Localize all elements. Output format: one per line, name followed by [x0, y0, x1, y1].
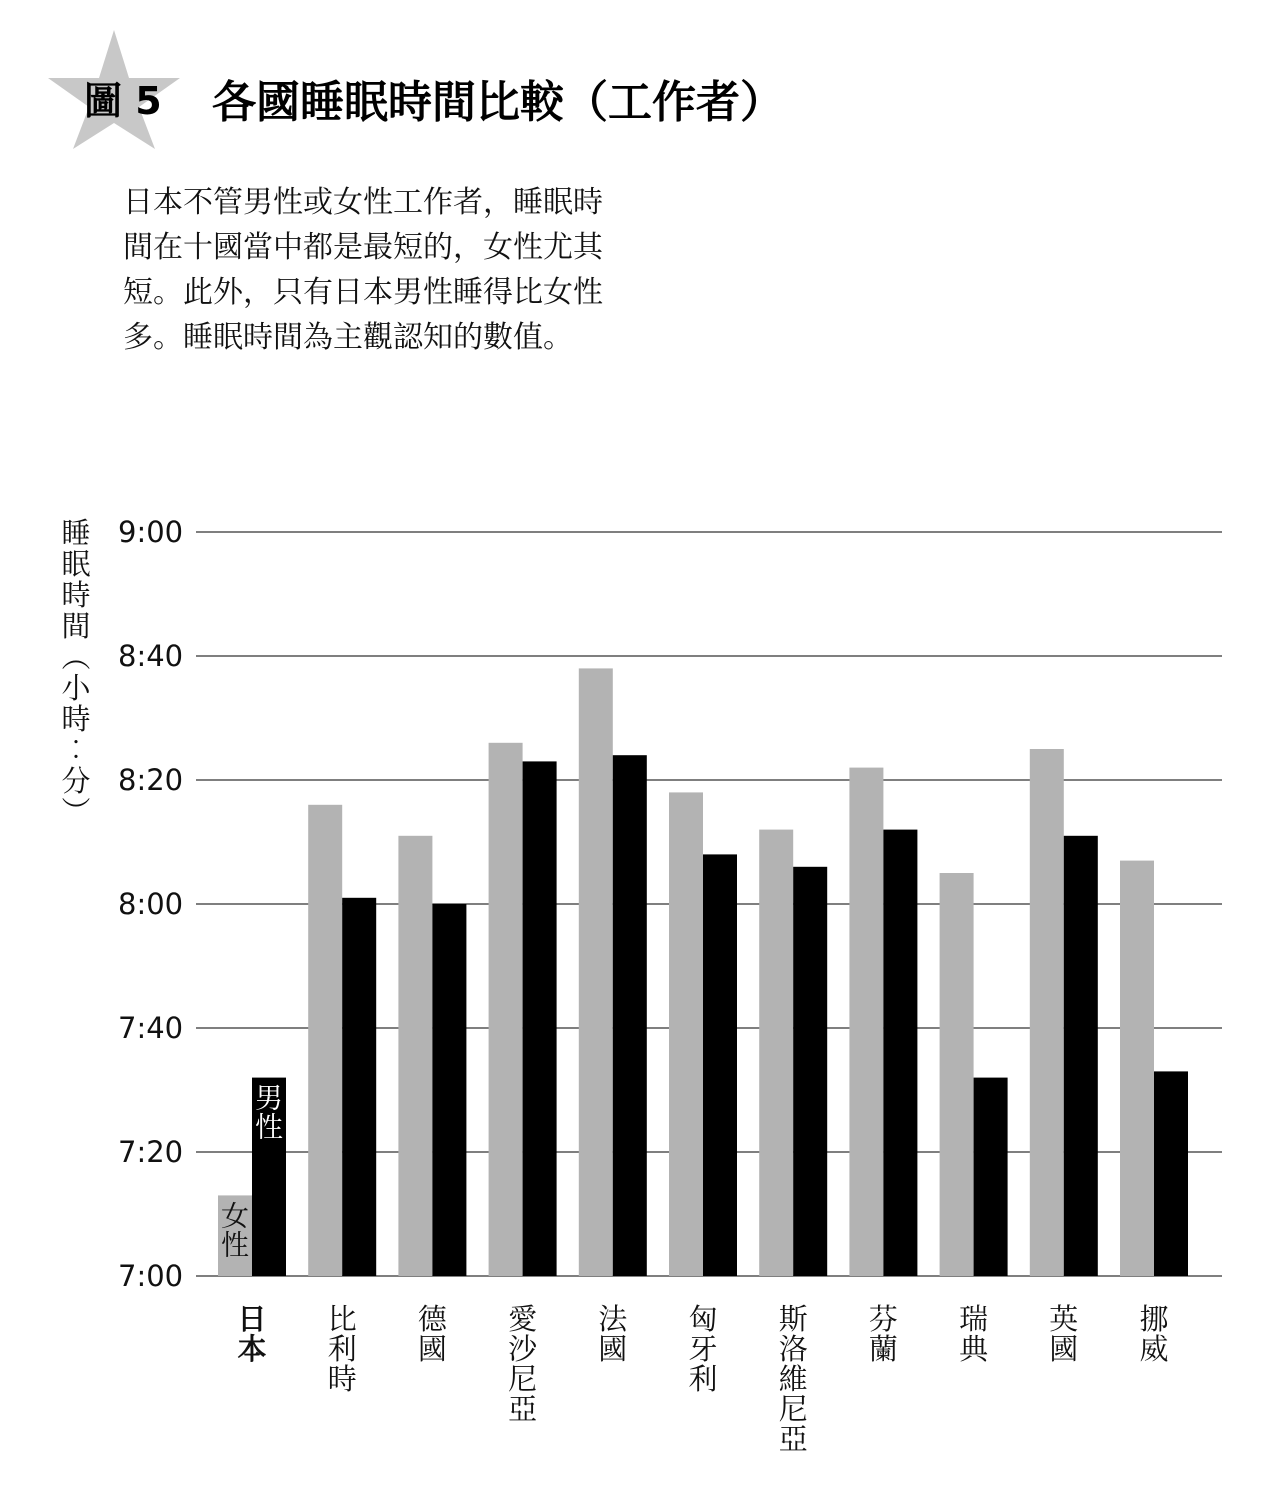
legend-label-male: 男性	[254, 1081, 284, 1144]
x-category-label: 挪威	[1139, 1302, 1169, 1366]
x-category-label: 瑞典	[959, 1302, 989, 1366]
bar-male	[793, 867, 827, 1276]
y-tick-label: 9:00	[118, 515, 184, 549]
bar-female	[1030, 749, 1064, 1276]
bar-female	[579, 668, 613, 1276]
legend-label-female: 女性	[220, 1199, 250, 1262]
x-category-label: 英國	[1049, 1302, 1079, 1366]
bar-female	[489, 743, 523, 1276]
x-category-label: 日本	[237, 1302, 267, 1366]
y-tick-label: 8:00	[118, 887, 184, 921]
bar-male	[883, 830, 917, 1276]
x-category-label: 芬蘭	[868, 1302, 898, 1366]
bar-female	[759, 830, 793, 1276]
bar-female	[849, 768, 883, 1276]
bar-female	[398, 836, 432, 1276]
bar-male	[432, 904, 466, 1276]
x-category-label: 匈牙利	[688, 1302, 718, 1396]
bar-female	[669, 792, 703, 1276]
y-tick-label: 7:00	[118, 1259, 184, 1293]
y-tick-label: 7:20	[118, 1135, 184, 1169]
bar-male	[1154, 1071, 1188, 1276]
bar-male	[974, 1078, 1008, 1276]
figure-title: 各國睡眠時間比較（工作者）	[212, 77, 784, 128]
description-line: 多。睡眠時間為主觀認知的數值。	[123, 320, 573, 355]
bar-male	[613, 755, 647, 1276]
y-tick-label: 8:40	[118, 639, 184, 673]
bar-female	[940, 873, 974, 1276]
y-tick-label: 7:40	[118, 1011, 184, 1045]
bar-female	[1120, 861, 1154, 1276]
description-line: 日本不管男性或女性工作者，睡眠時	[123, 185, 603, 220]
bar-male	[342, 898, 376, 1276]
bar-female	[308, 805, 342, 1276]
bar-male	[703, 854, 737, 1276]
x-category-label: 愛沙尼亞	[508, 1302, 538, 1426]
description-line: 間在十國當中都是最短的，女性尤其	[123, 230, 603, 265]
x-category-label: 比利時	[327, 1302, 357, 1396]
figure-label: 圖 5	[84, 79, 162, 123]
bar-male	[1064, 836, 1098, 1276]
x-category-label: 斯洛維尼亞	[778, 1302, 808, 1456]
bar-male	[523, 761, 557, 1276]
x-category-label: 法國	[598, 1302, 628, 1366]
x-category-label: 德國	[417, 1302, 447, 1366]
y-axis-label: 睡 眠 時 間 ︵ 小 時 ︰ 分 ︶	[61, 516, 91, 829]
y-tick-label: 8:20	[118, 763, 184, 797]
description-line: 短。此外，只有日本男性睡得比女性	[123, 275, 603, 310]
